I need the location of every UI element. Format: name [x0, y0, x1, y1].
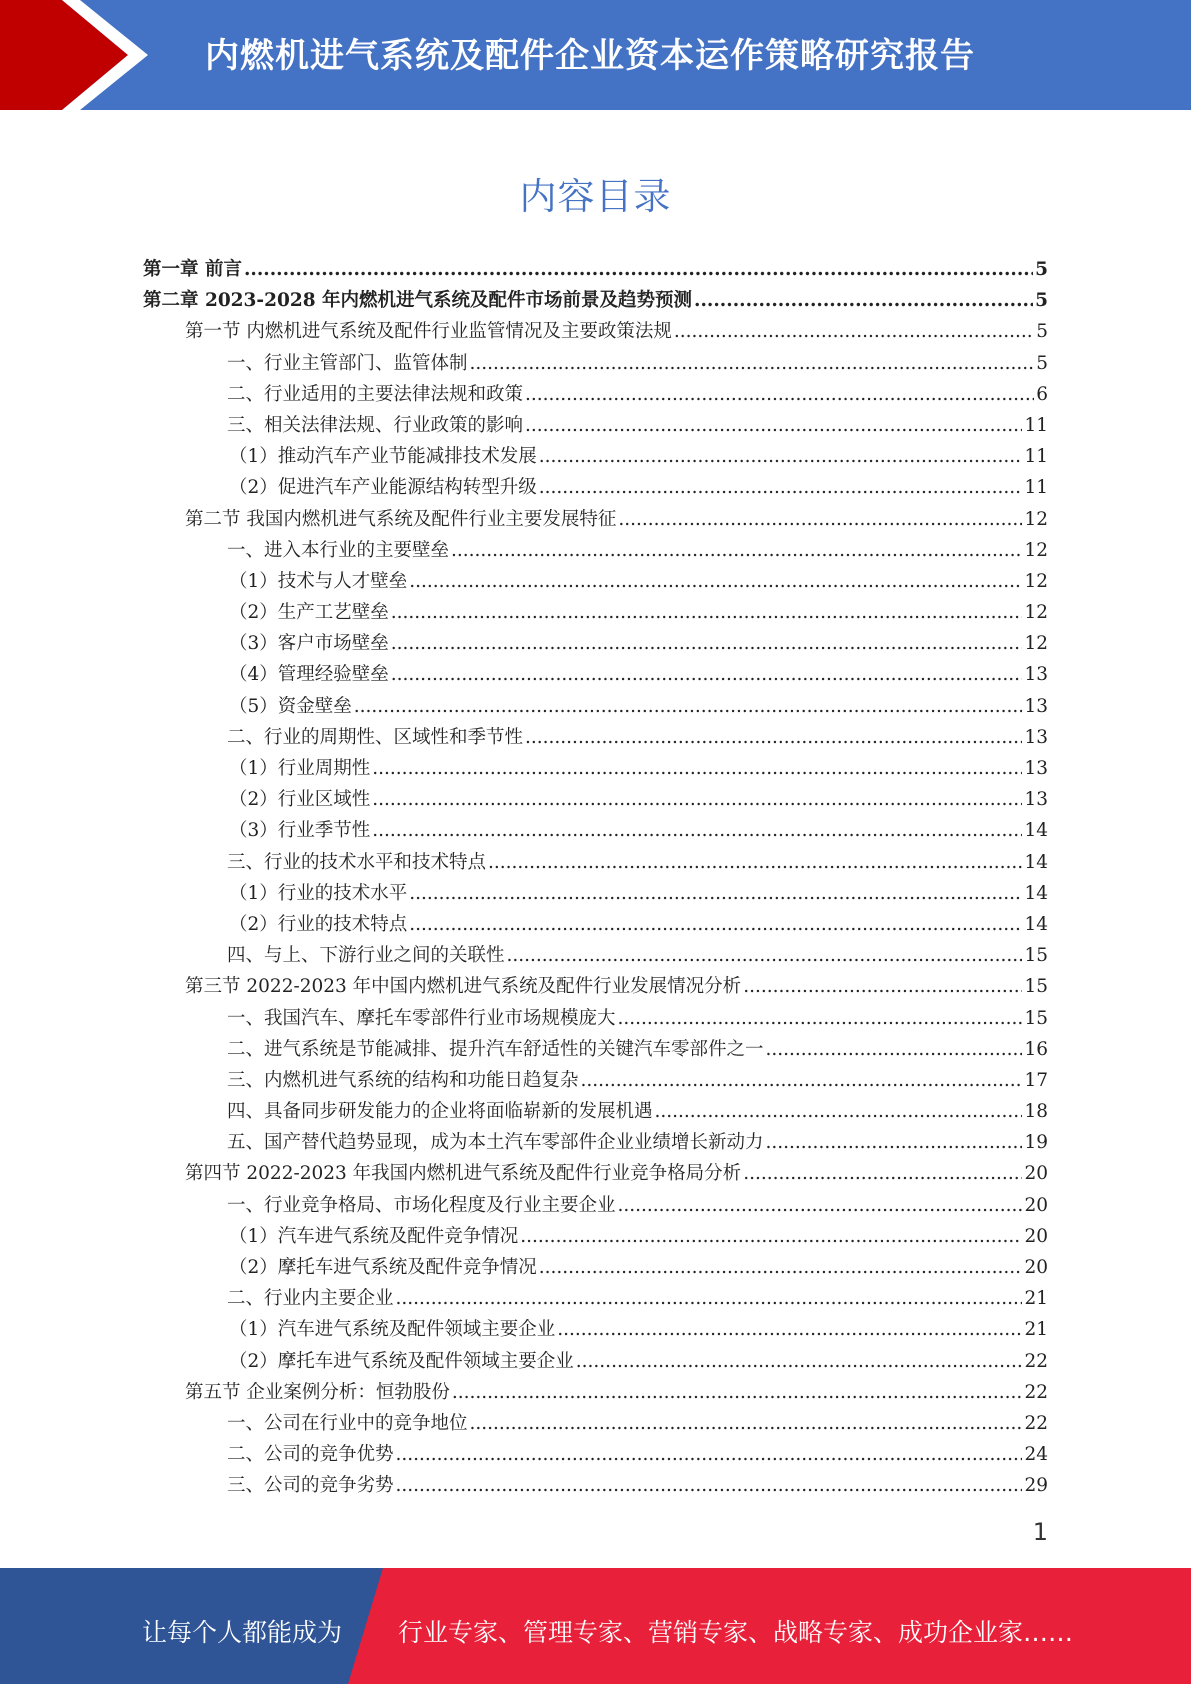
page-number: 1 — [1032, 1518, 1048, 1546]
toc-dot-leader — [618, 1003, 1023, 1034]
toc-entry-page: 20 — [1024, 1225, 1048, 1247]
toc-entry[interactable] — [143, 784, 1048, 815]
toc-entry[interactable] — [143, 1314, 1048, 1345]
toc-entry-page: 5 — [1036, 321, 1048, 343]
header-arrow-decoration — [0, 0, 160, 110]
toc-entry-page: 15 — [1024, 945, 1048, 967]
toc-entry-label: 二、行业内主要企业 — [227, 1288, 394, 1310]
toc-entry[interactable] — [143, 1283, 1048, 1314]
toc-entry-label: 第一节 内燃机进气系统及配件行业监管情况及主要政策法规 — [185, 321, 672, 343]
toc-entry[interactable] — [143, 597, 1048, 628]
toc-entry-page: 11 — [1024, 477, 1048, 499]
toc-dot-leader — [520, 1221, 1022, 1252]
toc-entry[interactable] — [143, 1065, 1048, 1096]
toc-entry-label: （1）汽车进气系统及配件领域主要企业 — [229, 1319, 556, 1341]
toc-entry-label: 三、内燃机进气系统的结构和功能日趋复杂 — [227, 1069, 579, 1091]
toc-entry-label: （1）汽车进气系统及配件竞争情况 — [229, 1225, 519, 1247]
toc-dot-leader — [372, 784, 1022, 815]
toc-entry-page: 6 — [1036, 383, 1048, 405]
toc-entry-page: 5 — [1036, 352, 1048, 374]
toc-entry-label: （1）推动汽车产业节能减排技术发展 — [229, 446, 537, 468]
toc-entry-label: （3）行业季节性 — [229, 820, 371, 842]
toc-dot-leader — [618, 1190, 1023, 1221]
toc-entry-label: （3）客户市场壁垒 — [229, 633, 389, 655]
toc-entry-label: 一、行业主管部门、监管体制 — [227, 352, 468, 374]
toc-entry[interactable] — [143, 1158, 1048, 1189]
toc-entry-page: 5 — [1035, 259, 1048, 280]
toc-entry-label: （1）技术与人才壁垒 — [229, 570, 408, 592]
toc-entry-label: 第二章 2023-2028 年内燃机进气系统及配件市场前景及趋势预测 — [143, 290, 693, 312]
toc-entry[interactable] — [143, 1470, 1048, 1501]
toc-entry-page: 14 — [1024, 913, 1048, 935]
toc-entry-page: 14 — [1024, 882, 1048, 904]
toc-dot-leader — [470, 1408, 1023, 1439]
toc-entry-label: （2）摩托车进气系统及配件领域主要企业 — [229, 1350, 574, 1372]
toc-entry-label: 四、具备同步研发能力的企业将面临崭新的发展机遇 — [227, 1101, 653, 1123]
toc-dot-leader — [525, 410, 1022, 441]
toc-dot-leader — [557, 1314, 1022, 1345]
toc-dot-leader — [539, 1252, 1023, 1283]
toc-entry[interactable] — [143, 1439, 1048, 1470]
toc-entry-label: 二、行业的周期性、区域性和季节性 — [227, 726, 524, 748]
toc-entry-page: 5 — [1035, 290, 1048, 312]
toc-entry-page: 13 — [1024, 758, 1048, 779]
toc-entry-label: （2）行业的技术特点 — [229, 913, 408, 935]
toc-dot-leader — [396, 1439, 1023, 1470]
toc-dot-leader — [674, 316, 1034, 347]
toc-dot-leader — [525, 379, 1034, 410]
toc-entry-page: 14 — [1024, 820, 1048, 842]
table-of-contents — [143, 254, 1048, 1502]
toc-entry[interactable] — [143, 410, 1048, 441]
toc-dot-leader — [766, 1034, 1023, 1065]
toc-entry-label: 三、行业的技术水平和技术特点 — [227, 851, 487, 873]
toc-entry-label: 一、我国汽车、摩托车零部件行业市场规模庞大 — [227, 1007, 616, 1029]
toc-dot-leader — [396, 1470, 1023, 1501]
toc-entry[interactable] — [143, 909, 1048, 940]
toc-entry-page: 19 — [1024, 1132, 1048, 1154]
toc-entry[interactable] — [143, 1377, 1048, 1408]
toc-dot-leader — [396, 1283, 1023, 1314]
toc-entry-page: 29 — [1024, 1475, 1048, 1497]
toc-entry-label: （1）行业的技术水平 — [229, 882, 408, 904]
toc-entry-page: 15 — [1024, 1007, 1048, 1029]
toc-entry-label: 一、公司在行业中的竞争地位 — [227, 1412, 468, 1434]
toc-entry-label: 第一章 前言 — [143, 259, 242, 280]
toc-entry-page: 12 — [1024, 633, 1048, 655]
toc-entry-page: 22 — [1024, 1381, 1048, 1403]
toc-entry-label: 二、公司的竞争优势 — [227, 1444, 394, 1466]
toc-entry[interactable] — [143, 535, 1048, 566]
toc-entry-page: 13 — [1024, 695, 1048, 717]
toc-entry-page: 12 — [1024, 508, 1048, 530]
toc-entry-label: 二、行业适用的主要法律法规和政策 — [227, 383, 524, 405]
toc-dot-leader — [539, 441, 1023, 472]
toc-entry-label: 一、进入本行业的主要壁垒 — [227, 539, 450, 561]
toc-entry-page: 21 — [1024, 1319, 1048, 1341]
toc-entry-page: 17 — [1024, 1069, 1048, 1091]
toc-entry-page: 12 — [1024, 539, 1048, 561]
toc-entry[interactable] — [143, 504, 1048, 535]
toc-entry[interactable] — [143, 472, 1048, 503]
report-footer — [0, 1568, 1191, 1684]
toc-entry[interactable] — [143, 1096, 1048, 1127]
toc-entry-label: 第三节 2022-2023 年中国内燃机进气系统及配件行业发展情况分析 — [185, 976, 742, 998]
toc-entry-page: 11 — [1024, 446, 1048, 468]
toc-dot-leader — [507, 940, 1023, 971]
toc-entry-label: 第二节 我国内燃机进气系统及配件行业主要发展特征 — [185, 508, 617, 530]
toc-entry-page: 12 — [1024, 570, 1048, 592]
toc-dot-leader — [766, 1127, 1023, 1158]
toc-dot-leader — [694, 285, 1033, 316]
footer-slogan-left: 让每个人都能成为 — [142, 1618, 343, 1647]
toc-entry-page: 15 — [1024, 976, 1048, 998]
toc-entry-page: 13 — [1024, 664, 1048, 686]
toc-entry[interactable] — [143, 659, 1048, 690]
toc-entry-label: 一、行业竞争格局、市场化程度及行业主要企业 — [227, 1194, 616, 1216]
toc-entry[interactable] — [143, 878, 1048, 909]
toc-dot-leader — [409, 909, 1022, 940]
toc-dot-leader — [391, 628, 1023, 659]
toc-dot-leader — [354, 691, 1023, 722]
toc-dot-leader — [539, 472, 1023, 503]
toc-entry[interactable] — [143, 1346, 1048, 1377]
toc-dot-leader — [525, 722, 1022, 753]
toc-dot-leader — [452, 1377, 1023, 1408]
toc-entry-page: 20 — [1024, 1194, 1048, 1216]
toc-entry[interactable] — [143, 348, 1048, 379]
toc-entry[interactable] — [143, 1034, 1048, 1065]
toc-entry-page: 22 — [1024, 1412, 1048, 1434]
toc-entry-page: 20 — [1024, 1257, 1048, 1278]
toc-entry-label: 第四节 2022-2023 年我国内燃机进气系统及配件行业竞争格局分析 — [185, 1163, 742, 1185]
toc-entry[interactable] — [143, 379, 1048, 410]
toc-entry-label: （2）促进汽车产业能源结构转型升级 — [229, 477, 537, 499]
toc-dot-leader — [743, 971, 1022, 1002]
toc-dot-leader — [409, 566, 1022, 597]
toc-entry-label: 三、相关法律法规、行业政策的影响 — [227, 414, 524, 436]
toc-dot-leader — [743, 1158, 1022, 1189]
report-header — [0, 0, 1191, 110]
toc-entry-page: 24 — [1024, 1444, 1048, 1466]
toc-entry[interactable] — [143, 722, 1048, 753]
toc-dot-leader — [470, 348, 1035, 379]
toc-entry-label: （5）资金壁垒 — [229, 695, 352, 717]
toc-dot-leader — [581, 1065, 1023, 1096]
toc-entry[interactable] — [143, 628, 1048, 659]
toc-entry-page: 13 — [1024, 789, 1048, 811]
toc-entry[interactable] — [143, 1190, 1048, 1221]
toc-entry-label: （2）行业区域性 — [229, 789, 371, 811]
toc-title: 内容目录 — [519, 175, 672, 218]
toc-entry[interactable] — [143, 441, 1048, 472]
toc-entry-label: （4）管理经验壁垒 — [229, 664, 389, 686]
toc-dot-leader — [655, 1096, 1023, 1127]
toc-entry-label: 第五节 企业案例分析：恒勃股份 — [185, 1381, 450, 1403]
toc-entry-page: 16 — [1024, 1038, 1048, 1060]
footer-slogan-right: 行业专家、管理专家、营销专家、战略专家、成功企业家…… — [398, 1618, 1074, 1647]
toc-entry-label: 二、进气系统是节能减排、提升汽车舒适性的关键汽车零部件之一 — [227, 1038, 764, 1060]
toc-entry-label: 五、国产替代趋势显现，成为本土汽车零部件企业业绩增长新动力 — [227, 1132, 764, 1154]
toc-entry[interactable] — [143, 1252, 1048, 1283]
toc-entry[interactable] — [143, 971, 1048, 1002]
toc-entry[interactable] — [143, 1127, 1048, 1158]
toc-dot-leader — [576, 1346, 1023, 1377]
toc-entry[interactable] — [143, 691, 1048, 722]
toc-dot-leader — [391, 597, 1023, 628]
toc-entry-label: （1）行业周期性 — [229, 758, 371, 779]
toc-dot-leader — [372, 753, 1022, 784]
toc-dot-leader — [488, 847, 1022, 878]
toc-entry-page: 18 — [1024, 1101, 1048, 1123]
toc-dot-leader — [451, 535, 1022, 566]
toc-entry[interactable] — [143, 847, 1048, 878]
toc-dot-leader — [244, 254, 1033, 285]
toc-entry[interactable] — [143, 815, 1048, 846]
toc-entry[interactable] — [143, 285, 1048, 316]
toc-entry-label: 四、与上、下游行业之间的关联性 — [227, 945, 505, 967]
toc-entry-page: 11 — [1024, 414, 1048, 436]
toc-entry-page: 14 — [1024, 851, 1048, 873]
toc-entry-page: 20 — [1024, 1163, 1048, 1185]
toc-entry[interactable] — [143, 1221, 1048, 1252]
toc-entry[interactable] — [143, 566, 1048, 597]
toc-entry[interactable] — [143, 753, 1048, 784]
toc-entry-label: （2）摩托车进气系统及配件竞争情况 — [229, 1257, 537, 1278]
toc-entry-label: （2）生产工艺壁垒 — [229, 602, 389, 624]
toc-dot-leader — [618, 504, 1022, 535]
toc-entry[interactable] — [143, 254, 1048, 285]
toc-dot-leader — [391, 659, 1023, 690]
toc-entry[interactable] — [143, 940, 1048, 971]
toc-entry[interactable] — [143, 1408, 1048, 1439]
toc-dot-leader — [409, 878, 1022, 909]
toc-entry-page: 12 — [1024, 602, 1048, 624]
toc-entry-page: 21 — [1024, 1288, 1048, 1310]
toc-entry-page: 22 — [1024, 1350, 1048, 1372]
toc-entry[interactable] — [143, 1003, 1048, 1034]
report-title: 内燃机进气系统及配件企业资本运作策略研究报告 — [205, 36, 975, 76]
toc-entry[interactable] — [143, 316, 1048, 347]
toc-dot-leader — [372, 815, 1022, 846]
toc-entry-page: 13 — [1024, 726, 1048, 748]
toc-entry-label: 三、公司的竞争劣势 — [227, 1475, 394, 1497]
